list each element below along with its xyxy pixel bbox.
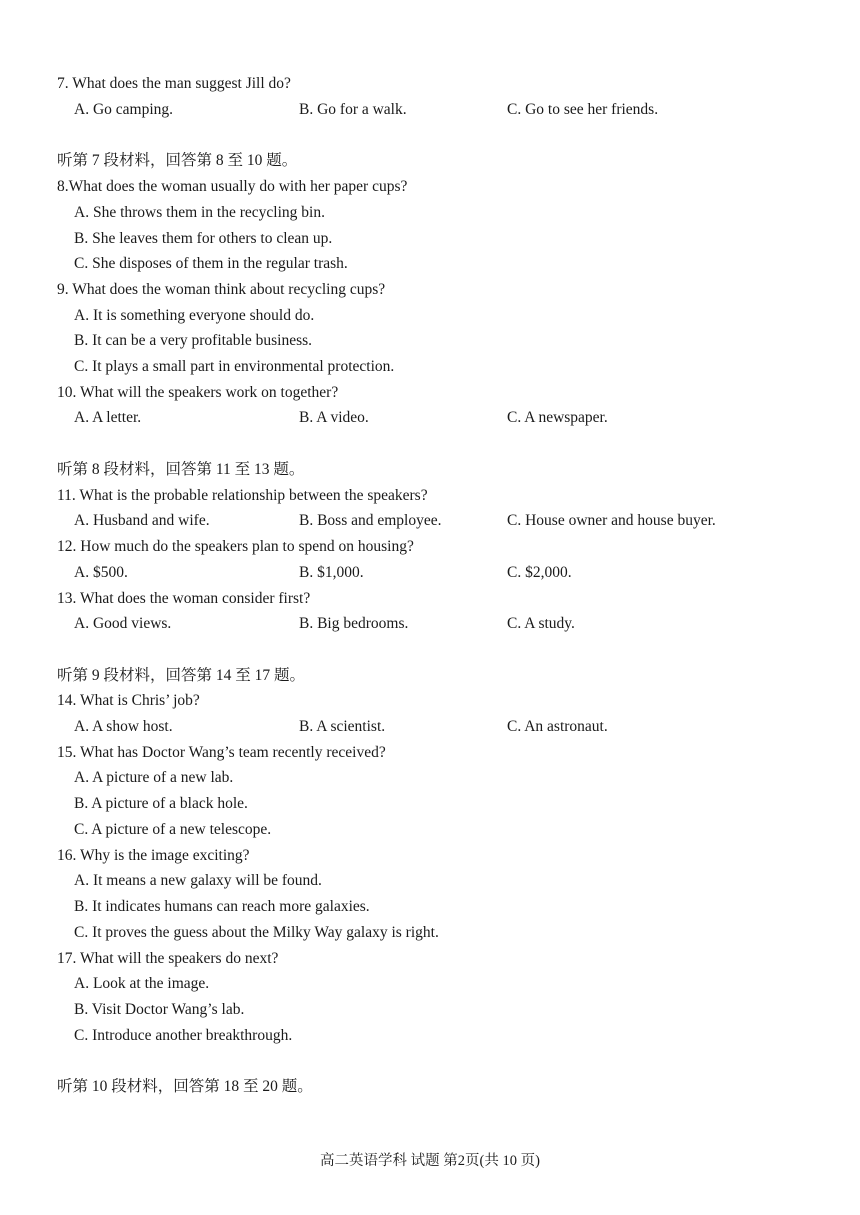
question-text: 13. What does the woman consider first?: [57, 590, 311, 607]
answer-option: B. She leaves them for others to clean up.: [74, 230, 333, 247]
answer-option: C. It proves the guess about the Milky Way galaxy is right.: [74, 924, 439, 941]
page-footer: 高二英语学科 试题 第2页(共 10 页): [320, 1153, 540, 1169]
answer-option: A. A picture of a new lab.: [74, 769, 234, 786]
section-heading: 听第 9 段材料，回答第 14 至 17 题。: [57, 667, 306, 684]
answer-option: C. Go to see her friends.: [507, 101, 659, 118]
answer-option: B. Visit Doctor Wang’s lab.: [74, 1001, 245, 1018]
answer-option: C. Introduce another breakthrough.: [74, 1027, 293, 1044]
answer-option: B. It indicates humans can reach more galaxies.: [74, 898, 370, 915]
answer-option: C. She disposes of them in the regular trash.: [74, 255, 348, 272]
answer-option: B. A picture of a black hole.: [74, 795, 248, 812]
answer-option: B. $1,000.: [299, 564, 364, 581]
answer-option: B. A scientist.: [299, 718, 386, 735]
question-text: 7. What does the man suggest Jill do?: [57, 75, 291, 92]
answer-option: A. Go camping.: [74, 101, 174, 118]
question-text: 16. Why is the image exciting?: [57, 847, 250, 864]
answer-option: C. A picture of a new telescope.: [74, 821, 272, 838]
answer-option: A. It means a new galaxy will be found.: [74, 872, 322, 889]
answer-option: A. Good views.: [74, 615, 172, 632]
question-text: 11. What is the probable relationship between the speakers?: [57, 487, 428, 504]
question-text: 17. What will the speakers do next?: [57, 950, 279, 967]
answer-option: A. A letter.: [74, 409, 142, 426]
answer-option: A. Look at the image.: [74, 975, 210, 992]
answer-option: B. Boss and employee.: [299, 512, 442, 529]
answer-option: C. A newspaper.: [507, 409, 608, 426]
section-heading: 听第 8 段材料，回答第 11 至 13 题。: [57, 461, 305, 478]
answer-option: C. $2,000.: [507, 564, 572, 581]
question-text: 15. What has Doctor Wang’s team recently received?: [57, 744, 386, 761]
answer-option: A. It is something everyone should do.: [74, 307, 315, 324]
answer-option: C. A study.: [507, 615, 575, 632]
question-text: 9. What does the woman think about recycling cups?: [57, 281, 386, 298]
answer-option: B. Go for a walk.: [299, 101, 407, 118]
answer-option: B. A video.: [299, 409, 369, 426]
answer-option: B. It can be a very profitable business.: [74, 332, 313, 349]
answer-option: C. An astronaut.: [507, 718, 608, 735]
answer-option: C. It plays a small part in environmental protection.: [74, 358, 395, 375]
question-text: 12. How much do the speakers plan to spend on housing?: [57, 538, 414, 555]
answer-option: A. She throws them in the recycling bin.: [74, 204, 325, 221]
question-text: 14. What is Chris’ job?: [57, 692, 200, 709]
section-heading: 听第 10 段材料，回答第 18 至 20 题。: [57, 1078, 313, 1095]
answer-option: A. A show host.: [74, 718, 173, 735]
question-text: 10. What will the speakers work on together?: [57, 384, 339, 401]
section-heading: 听第 7 段材料，回答第 8 至 10 题。: [57, 152, 298, 169]
question-text: 8.What does the woman usually do with her paper cups?: [57, 178, 408, 195]
answer-option: A. Husband and wife.: [74, 512, 210, 529]
answer-option: C. House owner and house buyer.: [507, 512, 716, 529]
answer-option: A. $500.: [74, 564, 128, 581]
answer-option: B. Big bedrooms.: [299, 615, 409, 632]
